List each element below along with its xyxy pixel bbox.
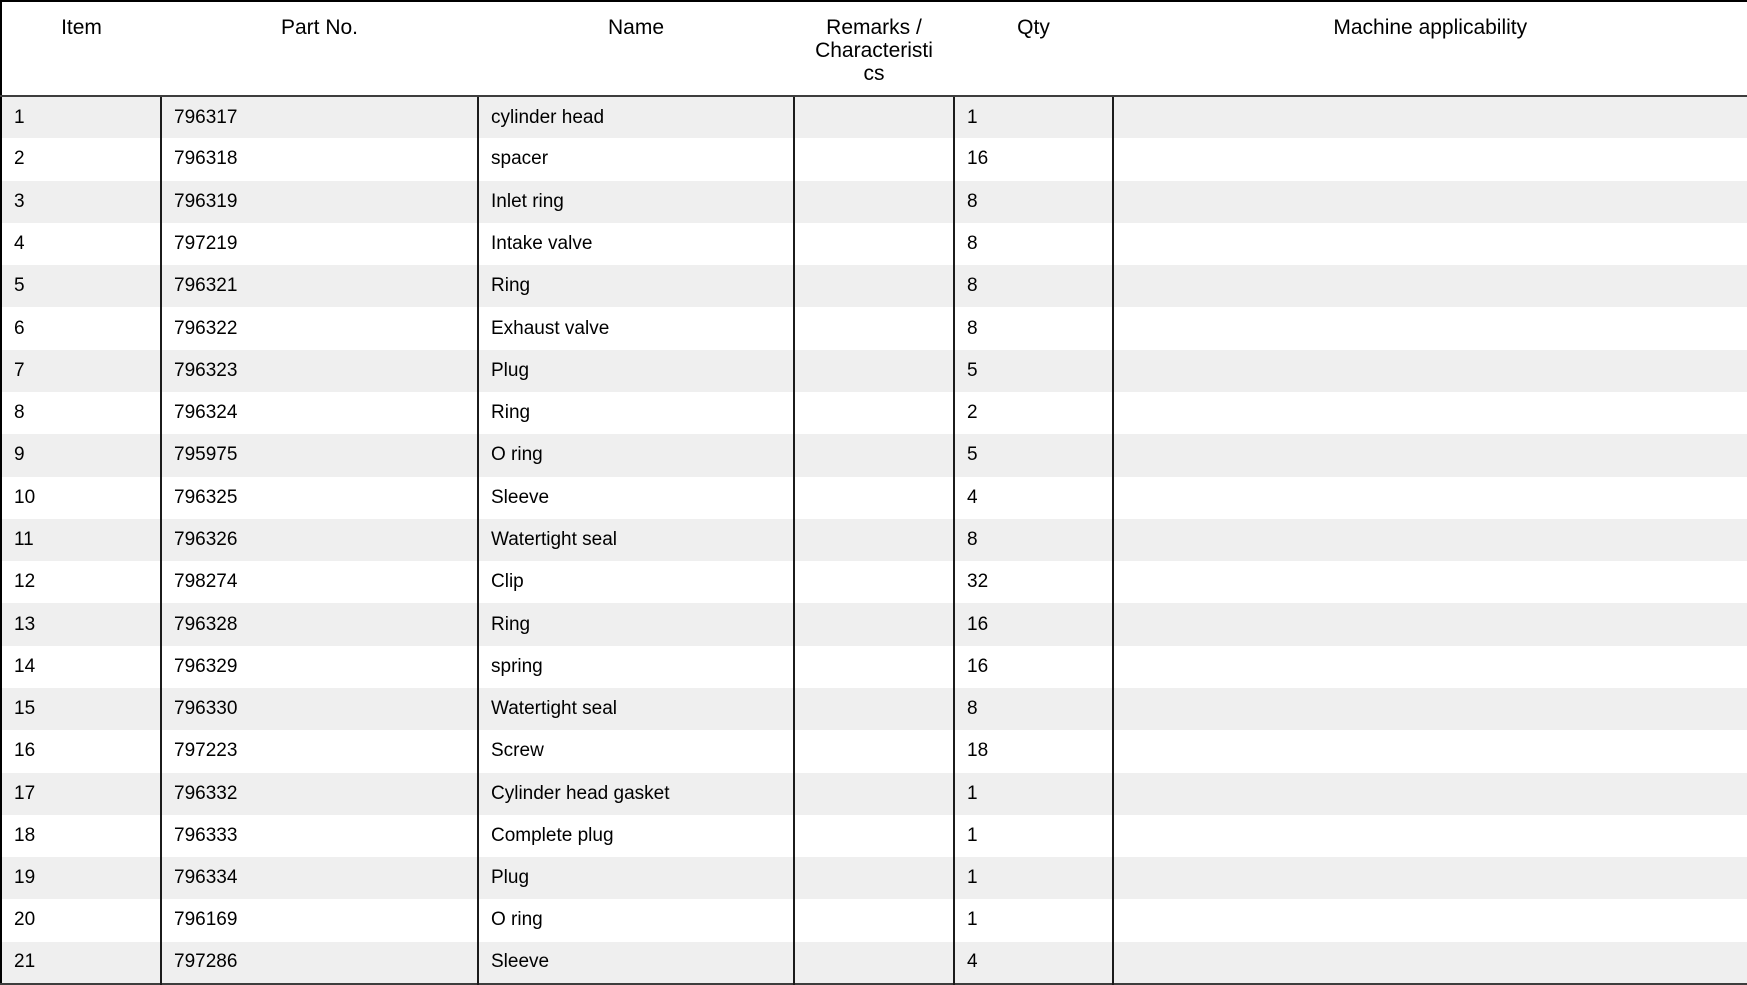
table-row (1, 138, 1747, 180)
column-header-qty (954, 1, 1113, 96)
table-row (1, 350, 1747, 392)
cell-remarks (794, 942, 954, 984)
cell-qty: 8 (954, 307, 1113, 349)
cell-qty: 16 (954, 603, 1113, 645)
table-body (1, 96, 1747, 984)
cell-remarks (794, 773, 954, 815)
cell-qty: 1 (954, 773, 1113, 815)
cell-name: O ring (478, 899, 794, 941)
cell-remarks (794, 519, 954, 561)
cell-name: Watertight seal (478, 688, 794, 730)
cell-item: 17 (1, 773, 161, 815)
cell-qty: 32 (954, 561, 1113, 603)
cell-part-no: 796333 (161, 815, 478, 857)
cell-qty: 16 (954, 646, 1113, 688)
column-header-name-label: Name (607, 16, 665, 39)
cell-machine-applicability (1113, 857, 1747, 899)
table-row (1, 730, 1747, 772)
table-row (1, 181, 1747, 223)
cell-item: 2 (1, 138, 161, 180)
cell-part-no: 796325 (161, 477, 478, 519)
cell-name: O ring (478, 434, 794, 476)
cell-part-no: 798274 (161, 561, 478, 603)
table-row (1, 392, 1747, 434)
column-header-remarks-label: Remarks / Characteristics (815, 16, 933, 86)
cell-qty: 4 (954, 942, 1113, 984)
table-row (1, 899, 1747, 941)
cell-item: 3 (1, 181, 161, 223)
cell-name: Screw (478, 730, 794, 772)
cell-machine-applicability (1113, 350, 1747, 392)
cell-machine-applicability (1113, 646, 1747, 688)
table-row (1, 688, 1747, 730)
cell-remarks (794, 688, 954, 730)
cell-name: Inlet ring (478, 181, 794, 223)
table-row (1, 857, 1747, 899)
cell-qty: 5 (954, 434, 1113, 476)
cell-name: Watertight seal (478, 519, 794, 561)
cell-item: 21 (1, 942, 161, 984)
table-row (1, 773, 1747, 815)
column-header-qty-label: Qty (1017, 16, 1050, 39)
cell-machine-applicability (1113, 942, 1747, 984)
cell-machine-applicability (1113, 223, 1747, 265)
cell-machine-applicability (1113, 815, 1747, 857)
cell-qty: 4 (954, 477, 1113, 519)
cell-qty: 2 (954, 392, 1113, 434)
cell-item: 11 (1, 519, 161, 561)
header-row (1, 1, 1747, 96)
cell-machine-applicability (1113, 392, 1747, 434)
cell-part-no: 796330 (161, 688, 478, 730)
cell-item: 5 (1, 265, 161, 307)
cell-remarks (794, 96, 954, 138)
cell-name: Plug (478, 857, 794, 899)
cell-part-no: 796326 (161, 519, 478, 561)
cell-remarks (794, 181, 954, 223)
cell-machine-applicability (1113, 899, 1747, 941)
cell-remarks (794, 265, 954, 307)
cell-qty: 8 (954, 265, 1113, 307)
cell-item: 12 (1, 561, 161, 603)
cell-name: Ring (478, 603, 794, 645)
cell-machine-applicability (1113, 265, 1747, 307)
cell-part-no: 796321 (161, 265, 478, 307)
cell-item: 16 (1, 730, 161, 772)
cell-part-no: 797219 (161, 223, 478, 265)
table-row (1, 477, 1747, 519)
cell-item: 20 (1, 899, 161, 941)
column-header-item-label: Item (61, 16, 102, 39)
cell-item: 8 (1, 392, 161, 434)
table-row (1, 265, 1747, 307)
cell-qty: 8 (954, 223, 1113, 265)
cell-machine-applicability (1113, 434, 1747, 476)
cell-remarks (794, 223, 954, 265)
cell-name: Cylinder head gasket (478, 773, 794, 815)
table-row (1, 96, 1747, 138)
cell-qty: 8 (954, 519, 1113, 561)
cell-part-no: 796323 (161, 350, 478, 392)
cell-machine-applicability (1113, 773, 1747, 815)
cell-part-no: 796169 (161, 899, 478, 941)
cell-qty: 1 (954, 96, 1113, 138)
table-header (1, 1, 1747, 96)
cell-name: Intake valve (478, 223, 794, 265)
cell-item: 14 (1, 646, 161, 688)
table-row (1, 223, 1747, 265)
cell-part-no: 796318 (161, 138, 478, 180)
table-row (1, 942, 1747, 984)
cell-name: Ring (478, 392, 794, 434)
cell-qty: 1 (954, 857, 1113, 899)
cell-item: 15 (1, 688, 161, 730)
cell-item: 10 (1, 477, 161, 519)
cell-remarks (794, 350, 954, 392)
cell-qty: 8 (954, 181, 1113, 223)
cell-item: 19 (1, 857, 161, 899)
cell-machine-applicability (1113, 96, 1747, 138)
cell-remarks (794, 857, 954, 899)
column-header-machine-applicability-label: Machine applicability (1333, 16, 1528, 39)
cell-name: Sleeve (478, 942, 794, 984)
cell-item: 13 (1, 603, 161, 645)
table-row (1, 815, 1747, 857)
cell-qty: 1 (954, 815, 1113, 857)
cell-name: Plug (478, 350, 794, 392)
column-header-part-no-label: Part No. (280, 16, 359, 39)
cell-name: Exhaust valve (478, 307, 794, 349)
table-row (1, 561, 1747, 603)
table-row (1, 519, 1747, 561)
cell-item: 1 (1, 96, 161, 138)
cell-item: 18 (1, 815, 161, 857)
cell-machine-applicability (1113, 561, 1747, 603)
table-row (1, 434, 1747, 476)
column-header-part-no (161, 1, 478, 96)
cell-name: Complete plug (478, 815, 794, 857)
cell-machine-applicability (1113, 477, 1747, 519)
cell-name: Ring (478, 265, 794, 307)
cell-remarks (794, 730, 954, 772)
cell-machine-applicability (1113, 138, 1747, 180)
cell-name: cylinder head (478, 96, 794, 138)
cell-part-no: 796317 (161, 96, 478, 138)
column-header-name (478, 1, 794, 96)
cell-item: 7 (1, 350, 161, 392)
cell-item: 9 (1, 434, 161, 476)
cell-qty: 1 (954, 899, 1113, 941)
cell-part-no: 796332 (161, 773, 478, 815)
cell-part-no: 797223 (161, 730, 478, 772)
cell-part-no: 796329 (161, 646, 478, 688)
cell-qty: 8 (954, 688, 1113, 730)
cell-part-no: 796328 (161, 603, 478, 645)
cell-remarks (794, 603, 954, 645)
column-header-machine-applicability (1113, 1, 1747, 96)
cell-machine-applicability (1113, 519, 1747, 561)
cell-item: 4 (1, 223, 161, 265)
cell-remarks (794, 815, 954, 857)
cell-machine-applicability (1113, 603, 1747, 645)
cell-remarks (794, 434, 954, 476)
cell-part-no: 796324 (161, 392, 478, 434)
cell-remarks (794, 899, 954, 941)
table-row (1, 307, 1747, 349)
table-row (1, 646, 1747, 688)
cell-name: Clip (478, 561, 794, 603)
cell-remarks (794, 392, 954, 434)
cell-machine-applicability (1113, 730, 1747, 772)
cell-part-no: 796319 (161, 181, 478, 223)
cell-remarks (794, 477, 954, 519)
cell-part-no: 795975 (161, 434, 478, 476)
cell-qty: 18 (954, 730, 1113, 772)
cell-qty: 16 (954, 138, 1113, 180)
cell-part-no: 796322 (161, 307, 478, 349)
cell-remarks (794, 138, 954, 180)
cell-machine-applicability (1113, 181, 1747, 223)
cell-item: 6 (1, 307, 161, 349)
cell-remarks (794, 561, 954, 603)
cell-name: spacer (478, 138, 794, 180)
cell-name: spring (478, 646, 794, 688)
column-header-remarks (794, 1, 954, 96)
cell-remarks (794, 307, 954, 349)
cell-machine-applicability (1113, 688, 1747, 730)
cell-name: Sleeve (478, 477, 794, 519)
cell-part-no: 796334 (161, 857, 478, 899)
table-row (1, 603, 1747, 645)
column-header-item (1, 1, 161, 96)
cell-remarks (794, 646, 954, 688)
cell-machine-applicability (1113, 307, 1747, 349)
cell-qty: 5 (954, 350, 1113, 392)
cell-part-no: 797286 (161, 942, 478, 984)
